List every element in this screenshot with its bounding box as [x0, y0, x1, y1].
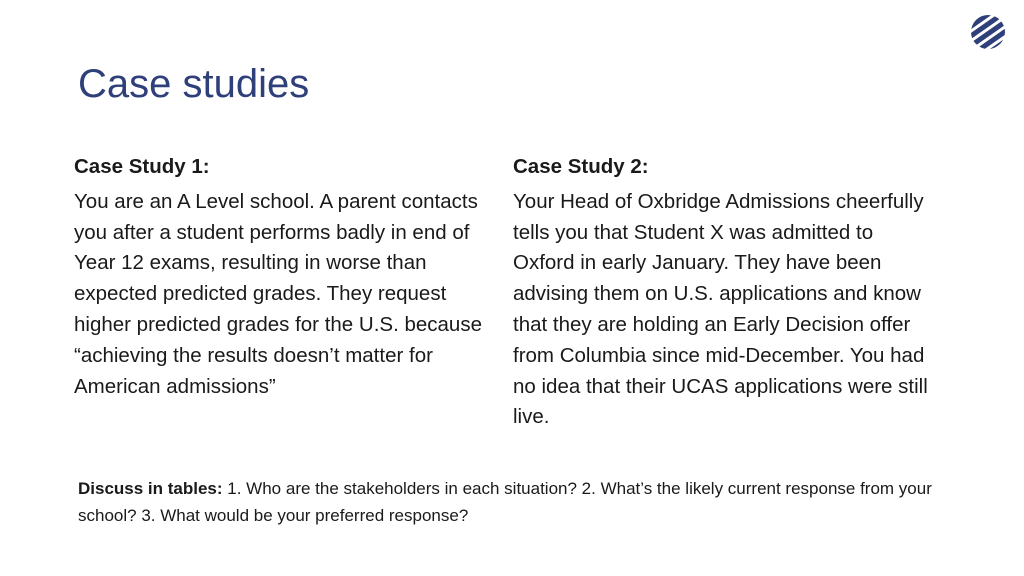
discussion-text: 1. Who are the stakeholders in each situation? 2. What’s the likely current response from your school? 3. What would be your preferred response?	[78, 479, 932, 525]
discussion-label: Discuss in tables:	[78, 479, 223, 498]
case-study-2-heading: Case Study 2:	[513, 155, 649, 178]
case-study-1-body: You are an A Level school. A parent contacts you after a student performs badly in end of Year 12 exams, resulting in worse than expected predicted grades. They request higher predicted grades for the U.S. because “achieving the results doesn’t matter for American admissions”	[74, 189, 482, 398]
case-study-2	[513, 152, 933, 433]
striped-circle-logo-icon	[970, 14, 1006, 50]
case-study-1	[74, 152, 494, 402]
case-study-2-body: Your Head of Oxbridge Admissions cheerfully tells you that Student X was admitted to Oxford in early January. They have been advising them on U.S. applications and know that they are holding an Early Decision offer from Columbia since mid-December. You had no idea that their UCAS applications were still live.	[513, 189, 928, 429]
slide-title: Case studies	[78, 62, 310, 106]
discussion-prompt	[78, 476, 938, 529]
case-study-1-heading: Case Study 1:	[74, 155, 210, 178]
